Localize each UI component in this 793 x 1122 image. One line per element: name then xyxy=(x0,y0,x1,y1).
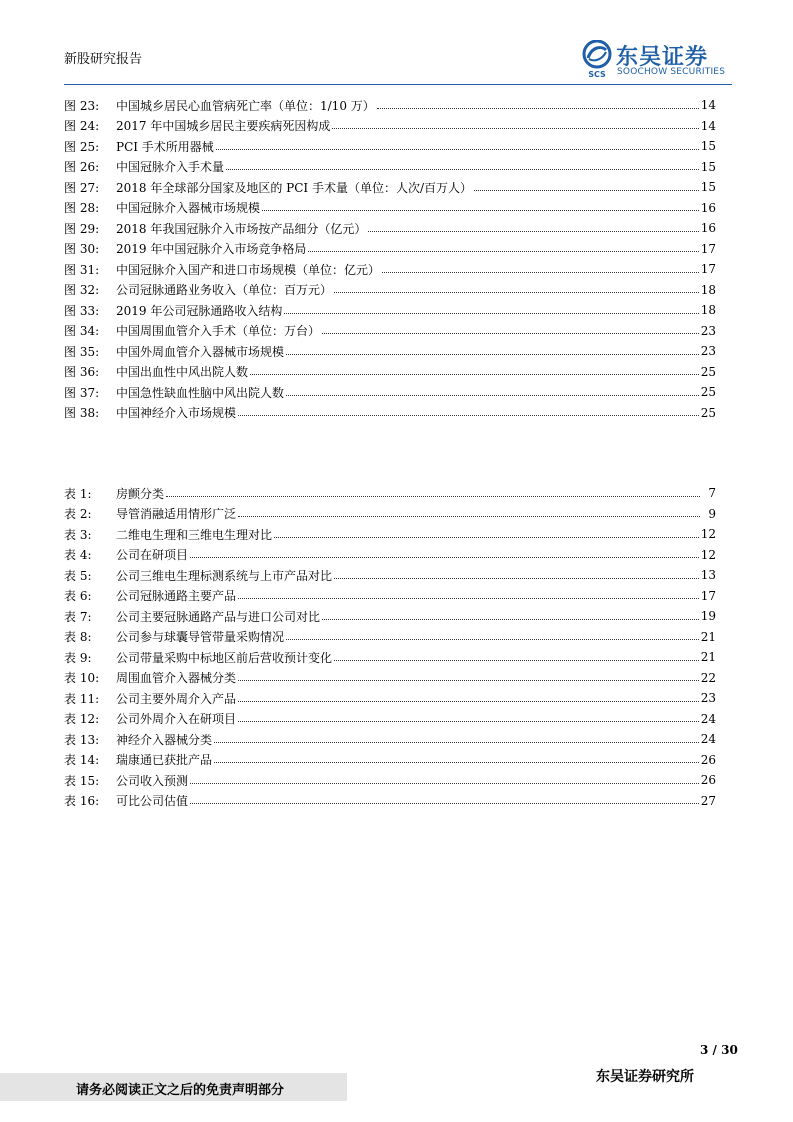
entry-page-number: 23 xyxy=(700,691,716,706)
figure-list-entry[interactable] xyxy=(64,382,716,403)
logo-english-name: SOOCHOW SECURITIES xyxy=(617,67,726,77)
entry-label: 表 7: xyxy=(64,609,92,624)
entry-page-number: 12 xyxy=(700,527,716,542)
report-type-label: 新股研究报告 xyxy=(64,52,143,67)
entry-title: 公司参与球囊导管带量采购情况 xyxy=(116,630,285,645)
entry-label: 表 8: xyxy=(64,630,92,645)
dot-leader xyxy=(474,180,699,191)
entry-page-number: 25 xyxy=(700,364,716,379)
figure-list-entry[interactable] xyxy=(64,321,716,342)
figure-list-entry[interactable] xyxy=(64,403,716,424)
table-list-entry[interactable] xyxy=(64,668,716,689)
dot-leader xyxy=(250,364,699,375)
entry-title: 周围血管介入器械分类 xyxy=(116,671,237,686)
dot-leader xyxy=(286,385,699,396)
dot-leader xyxy=(214,732,699,743)
dot-leader xyxy=(238,711,699,722)
entry-title: 可比公司估值 xyxy=(116,794,189,809)
entry-label: 图 31: xyxy=(64,262,100,277)
entry-title: 公司主要外周介入产品 xyxy=(116,691,237,706)
table-list-entry[interactable] xyxy=(64,483,716,504)
entry-title: 公司在研项目 xyxy=(116,548,189,563)
entry-label: 表 2: xyxy=(64,507,92,522)
entry-page-number: 21 xyxy=(700,650,716,665)
entry-title: 中国周围血管介入手术（单位：万台） xyxy=(116,324,321,339)
figure-list xyxy=(64,95,716,423)
entry-page-number: 18 xyxy=(700,282,716,297)
entry-label: 图 33: xyxy=(64,303,100,318)
table-list-entry[interactable] xyxy=(64,627,716,648)
dot-leader xyxy=(238,588,699,599)
dot-leader xyxy=(377,98,699,109)
entry-label: 图 26: xyxy=(64,160,100,175)
entry-label: 表 5: xyxy=(64,568,92,583)
entry-page-number: 27 xyxy=(700,793,716,808)
figure-list-entry[interactable] xyxy=(64,239,716,260)
figure-list-entry[interactable] xyxy=(64,300,716,321)
entry-page-number: 24 xyxy=(700,711,716,726)
entry-page-number: 7 xyxy=(708,486,716,501)
entry-page-number: 15 xyxy=(700,180,716,195)
entry-page-number: 26 xyxy=(700,752,716,767)
entry-label: 图 25: xyxy=(64,139,100,154)
entry-label: 图 35: xyxy=(64,344,100,359)
entry-label: 图 37: xyxy=(64,385,100,400)
entry-label: 表 1: xyxy=(64,486,92,501)
figure-list-entry[interactable] xyxy=(64,198,716,219)
entry-page-number: 9 xyxy=(708,506,716,521)
logo-mark-icon xyxy=(580,40,614,78)
entry-title: 中国外周血管介入器械市场规模 xyxy=(116,344,285,359)
logo-mark-text: SCS xyxy=(588,70,606,78)
entry-page-number: 24 xyxy=(700,732,716,747)
dot-leader xyxy=(226,159,699,170)
entry-label: 表 6: xyxy=(64,589,92,604)
entry-title: 公司主要冠脉通路产品与进口公司对比 xyxy=(116,609,321,624)
table-list-entry[interactable] xyxy=(64,586,716,607)
dot-leader xyxy=(368,221,698,232)
entry-page-number: 14 xyxy=(700,118,716,133)
entry-page-number: 16 xyxy=(700,221,716,236)
dot-leader xyxy=(284,303,698,314)
figure-list-entry[interactable] xyxy=(64,280,716,301)
entry-title: 公司冠脉通路业务收入（单位：百万元） xyxy=(116,283,333,298)
entry-title: 中国神经介入市场规模 xyxy=(116,406,237,421)
dot-leader xyxy=(334,282,699,293)
table-list xyxy=(64,483,716,811)
entry-title: 2017 年中国城乡居民主要疾病死因构成 xyxy=(116,119,331,134)
dot-leader xyxy=(238,506,700,517)
entry-title: 中国急性缺血性脑中风出院人数 xyxy=(116,385,285,400)
entry-title: 瑞康通已获批产品 xyxy=(116,753,213,768)
entry-title: 房颤分类 xyxy=(116,486,165,501)
dot-leader xyxy=(190,547,699,558)
entry-title: 中国城乡居民心血管病死亡率（单位：1/10 万） xyxy=(116,98,375,113)
entry-title: 公司收入预测 xyxy=(116,773,189,788)
entry-label: 图 32: xyxy=(64,283,100,298)
entry-page-number: 14 xyxy=(700,98,716,113)
figure-list-entry[interactable] xyxy=(64,95,716,116)
entry-label: 图 27: xyxy=(64,180,100,195)
dot-leader xyxy=(286,629,699,640)
dot-leader xyxy=(166,486,700,497)
table-list-entry[interactable] xyxy=(64,770,716,791)
dot-leader xyxy=(214,752,699,763)
table-list-entry[interactable] xyxy=(64,647,716,668)
dot-leader xyxy=(334,568,699,579)
entry-label: 图 34: xyxy=(64,324,100,339)
entry-title: 中国冠脉介入国产和进口市场规模（单位：亿元） xyxy=(116,262,381,277)
dot-leader xyxy=(308,241,698,252)
entry-page-number: 17 xyxy=(700,262,716,277)
entry-title: 二维电生理和三维电生理对比 xyxy=(116,527,273,542)
entry-page-number: 25 xyxy=(700,405,716,420)
figure-list-entry[interactable] xyxy=(64,136,716,157)
figure-list-entry[interactable] xyxy=(64,116,716,137)
entry-page-number: 15 xyxy=(700,159,716,174)
entry-label: 表 14: xyxy=(64,753,100,768)
entry-title: 中国出血性中风出院人数 xyxy=(116,365,249,380)
logo-chinese-name: 东吴证券 xyxy=(616,45,709,70)
dot-leader xyxy=(322,323,699,334)
entry-label: 表 12: xyxy=(64,712,100,727)
entry-page-number: 23 xyxy=(700,344,716,359)
entry-page-number: 19 xyxy=(700,609,716,624)
dot-leader xyxy=(262,200,699,211)
entry-label: 表 9: xyxy=(64,650,92,665)
table-list-entry[interactable] xyxy=(64,606,716,627)
dot-leader xyxy=(382,262,699,273)
figure-list-entry[interactable] xyxy=(64,177,716,198)
entry-page-number: 17 xyxy=(700,588,716,603)
entry-title: 2019 年中国冠脉介入市场竞争格局 xyxy=(116,242,307,257)
entry-title: 中国冠脉介入手术量 xyxy=(116,160,225,175)
entry-page-number: 16 xyxy=(700,200,716,215)
entry-label: 图 24: xyxy=(64,119,100,134)
page-number: 3 / 30 xyxy=(700,1043,738,1057)
entry-title: 2019 年公司冠脉通路收入结构 xyxy=(116,303,283,318)
figure-list-entry[interactable] xyxy=(64,341,716,362)
entry-page-number: 21 xyxy=(700,629,716,644)
entry-label: 图 28: xyxy=(64,201,100,216)
entry-title: 2018 年我国冠脉介入市场按产品细分（亿元） xyxy=(116,221,367,236)
entry-label: 表 3: xyxy=(64,527,92,542)
entry-page-number: 18 xyxy=(700,303,716,318)
figure-list-entry[interactable] xyxy=(64,362,716,383)
entry-label: 图 29: xyxy=(64,221,100,236)
entry-label: 图 30: xyxy=(64,242,100,257)
entry-title: 神经介入器械分类 xyxy=(116,732,213,747)
dot-leader xyxy=(238,691,699,702)
entry-title: 中国冠脉介入器械市场规模 xyxy=(116,201,261,216)
dot-leader xyxy=(190,793,699,804)
entry-title: 导管消融适用情形广泛 xyxy=(116,507,237,522)
entry-title: 公司外周介入在研项目 xyxy=(116,712,237,727)
entry-page-number: 13 xyxy=(700,568,716,583)
entry-label: 表 11: xyxy=(64,691,100,706)
entry-label: 图 36: xyxy=(64,365,100,380)
entry-page-number: 23 xyxy=(700,323,716,338)
table-list-entry[interactable] xyxy=(64,791,716,812)
entry-title: 2018 年全球部分国家及地区的 PCI 手术量（单位：人次/百万人） xyxy=(116,180,473,195)
dot-leader xyxy=(190,773,699,784)
entry-label: 表 10: xyxy=(64,671,100,686)
figure-list-entry[interactable] xyxy=(64,157,716,178)
entry-title: 公司冠脉通路主要产品 xyxy=(116,589,237,604)
footer-disclaimer: 请务必阅读正文之后的免责声明部分 xyxy=(76,1083,285,1098)
table-list-entry[interactable] xyxy=(64,688,716,709)
entry-page-number: 12 xyxy=(700,547,716,562)
entry-page-number: 15 xyxy=(700,139,716,154)
dot-leader xyxy=(332,118,698,129)
header-divider xyxy=(64,84,732,85)
dot-leader xyxy=(216,139,699,150)
entry-label: 表 13: xyxy=(64,732,100,747)
dot-leader xyxy=(286,344,699,355)
entry-label: 表 15: xyxy=(64,773,100,788)
table-list-entry[interactable] xyxy=(64,750,716,771)
table-list-entry[interactable] xyxy=(64,504,716,525)
dot-leader xyxy=(274,527,699,538)
entry-page-number: 26 xyxy=(700,773,716,788)
figure-list-entry[interactable] xyxy=(64,259,716,280)
entry-label: 表 16: xyxy=(64,794,100,809)
dot-leader xyxy=(238,670,699,681)
figure-list-entry[interactable] xyxy=(64,218,716,239)
entry-page-number: 22 xyxy=(700,670,716,685)
table-list-entry[interactable] xyxy=(64,524,716,545)
dot-leader xyxy=(334,650,699,661)
dot-leader xyxy=(238,405,699,416)
entry-title: PCI 手术所用器械 xyxy=(116,139,214,154)
table-list-entry[interactable] xyxy=(64,565,716,586)
entry-title: 公司带量采购中标地区前后营收预计变化 xyxy=(116,650,333,665)
entry-label: 表 4: xyxy=(64,548,92,563)
entry-page-number: 25 xyxy=(700,385,716,400)
soochow-securities-logo xyxy=(580,40,740,80)
entry-page-number: 17 xyxy=(700,241,716,256)
table-list-entry[interactable] xyxy=(64,545,716,566)
table-list-entry[interactable] xyxy=(64,729,716,750)
entry-label: 图 23: xyxy=(64,98,100,113)
footer-organization: 东吴证券研究所 xyxy=(596,1069,694,1085)
entry-title: 公司三维电生理标测系统与上市产品对比 xyxy=(116,568,333,583)
entry-label: 图 38: xyxy=(64,406,100,421)
table-list-entry[interactable] xyxy=(64,709,716,730)
dot-leader xyxy=(322,609,699,620)
